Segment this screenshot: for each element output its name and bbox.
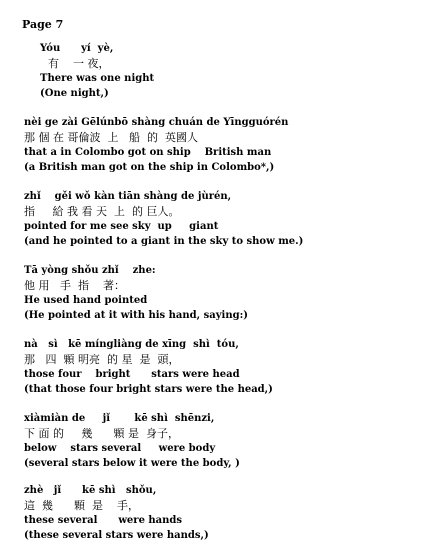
gloss-line: that a in Colombo got on ship British man	[24, 147, 272, 158]
hanzi-line: 指 給 我 看 天 上 的 巨人。	[24, 205, 180, 218]
gloss-line: these several were hands	[24, 515, 183, 526]
pinyin-line: zhǐ gěi wǒ kàn tiān shàng de jùrén,	[24, 191, 232, 202]
hanzi-line: 那 四 顆 明亮 的 星 是 頭，	[24, 353, 180, 366]
translation-line: (He pointed at it with his hand, saying:)	[24, 310, 249, 321]
gloss-line: below stars several were body	[24, 443, 216, 454]
translation-line: (a British man got on the ship in Colombo*,)	[24, 162, 275, 173]
translation-line: (and he pointed to a giant in the sky to show me.)	[24, 236, 304, 247]
hanzi-line: 那 個 在 哥倫波 上 船 的 英國人	[24, 131, 198, 144]
hanzi-line: 有 一 夜，	[48, 57, 110, 70]
pinyin-line: nèi ge zài Gēlúnbō shàng chuán de Yīngguórén	[24, 117, 289, 128]
gloss-line: those four bright stars were head	[24, 369, 240, 380]
pinyin-line: xiàmiàn de jǐ kē shì shēnzi,	[24, 413, 215, 424]
hanzi-line: 他 用 手 指 著：	[24, 279, 125, 292]
translation-line: (several stars below it were the body, )	[24, 458, 240, 469]
gloss-line: There was one night	[40, 73, 155, 84]
translation-line: (these several stars were hands,)	[24, 530, 209, 541]
pinyin-line: Tā yòng shǒu zhǐ zhe:	[24, 265, 156, 276]
translation-line: (that those four bright stars were the head,)	[24, 384, 273, 395]
pinyin-line: nà sì kē míngliàng de xīng shì tóu,	[24, 339, 239, 350]
hanzi-line: 下 面 的 幾 顆 是 身子，	[24, 427, 179, 440]
pinyin-line: zhè jǐ kē shì shǒu,	[24, 485, 157, 496]
page-label: Page 7	[22, 18, 64, 31]
gloss-line: pointed for me see sky up giant	[24, 221, 219, 232]
hanzi-line: 這 幾 顆 是 手，	[24, 499, 139, 512]
pinyin-line: Yóu yí yè,	[40, 43, 114, 54]
translation-line: (One night,)	[40, 88, 109, 99]
gloss-line: He used hand pointed	[24, 295, 148, 306]
